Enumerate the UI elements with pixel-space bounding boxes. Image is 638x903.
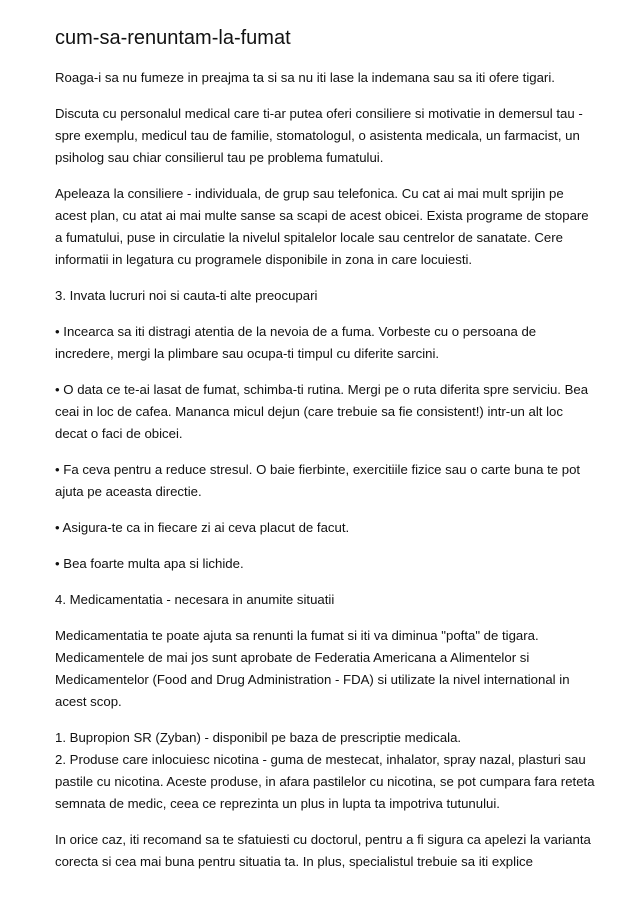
paragraph-medical-staff: Discuta cu personalul medical care ti-ar putea oferi consiliere si motivatie in demersul tau - spre exemplu, medicul tau de familie, stomatologul, o asistenta medicala, un farmacist, un psiholog sau chiar consilierul tau pe problema fumatului. — [55, 106, 583, 165]
section-heading-medication: 4. Medicamentatia - necesara in anumite situatii — [55, 592, 335, 607]
bullet-reduce-stress: • Fa ceva pentru a reduce stresul. O baie fierbinte, exercitiile fizice sau o carte buna te pot ajuta pe aceasta directie. — [55, 462, 581, 499]
bullet-drink-water: • Bea foarte multa apa si lichide. — [55, 556, 244, 571]
document-title: cum-sa-renuntam-la-fumat — [55, 27, 291, 49]
paragraph-consult-doctor: In orice caz, iti recomand sa te sfatuiesti cu doctorul, pentru a fi sigura ca apelezi la varianta corecta si cea mai buna pentru situatia ta. In plus, specialistul trebuie sa iti explice — [55, 832, 591, 869]
list-item-bupropion: 1. Bupropion SR (Zyban) - disponibil pe baza de prescriptie medicala. — [55, 730, 462, 745]
section-heading-learn-new-things: 3. Invata lucruri noi si cauta-ti alte preocupari — [55, 288, 318, 303]
paragraph-ask-not-smoke: Roaga-i sa nu fumeze in preajma ta si sa nu iti lase la indemana sau sa iti ofere tigari. — [55, 70, 555, 85]
list-item-nicotine-replacement: 2. Produse care inlocuiesc nicotina - guma de mestecat, inhalator, spray nazal, plasturi sau pastile cu nicotina. Aceste produse, in afara pastilelor cu nicotina, se pot cumpara fara reteta semnata de medic, ceea ce reprezinta un plus in lupta ta impotriva tutunului. — [55, 752, 595, 811]
paragraph-counseling: Apeleaza la consiliere - individuala, de grup sau telefonica. Cu cat ai mai mult sprijin pe acest plan, cu atat ai mai multe sanse sa scapi de acest obicei. Exista programe de stopare a fumatului, puse in circulatie la nivelul spitalelor locale sau centrelor de sanatate. Cere informatii in legatura cu programele disponibile in zona in care locuiesti. — [55, 186, 589, 267]
document-page — [55, 26, 595, 887]
bullet-change-routine: • O data ce te-ai lasat de fumat, schimba-ti rutina. Mergi pe o ruta diferita spre serviciu. Bea ceai in loc de cafea. Mananca micul dejun (care trebuie sa fie consistent!) intr-un alt loc decat o faci de obicei. — [55, 382, 589, 441]
bullet-distract-attention: • Incearca sa iti distragi atentia de la nevoia de a fuma. Vorbeste cu o persoana de incredere, mergi la plimbare sau ocupa-ti timpul cu diferite sarcini. — [55, 324, 537, 361]
paragraph-medication-intro: Medicamentatia te poate ajuta sa renunti la fumat si iti va diminua "pofta" de tigara. Medicamentele de mai jos sunt aprobate de Federatia Americana a Alimentelor si Medicamentelor (Food and Drug Administration - FDA) si utilizate la nivel international in acest scop. — [55, 628, 570, 709]
bullet-something-pleasant: • Asigura-te ca in fiecare zi ai ceva placut de facut. — [55, 520, 350, 535]
